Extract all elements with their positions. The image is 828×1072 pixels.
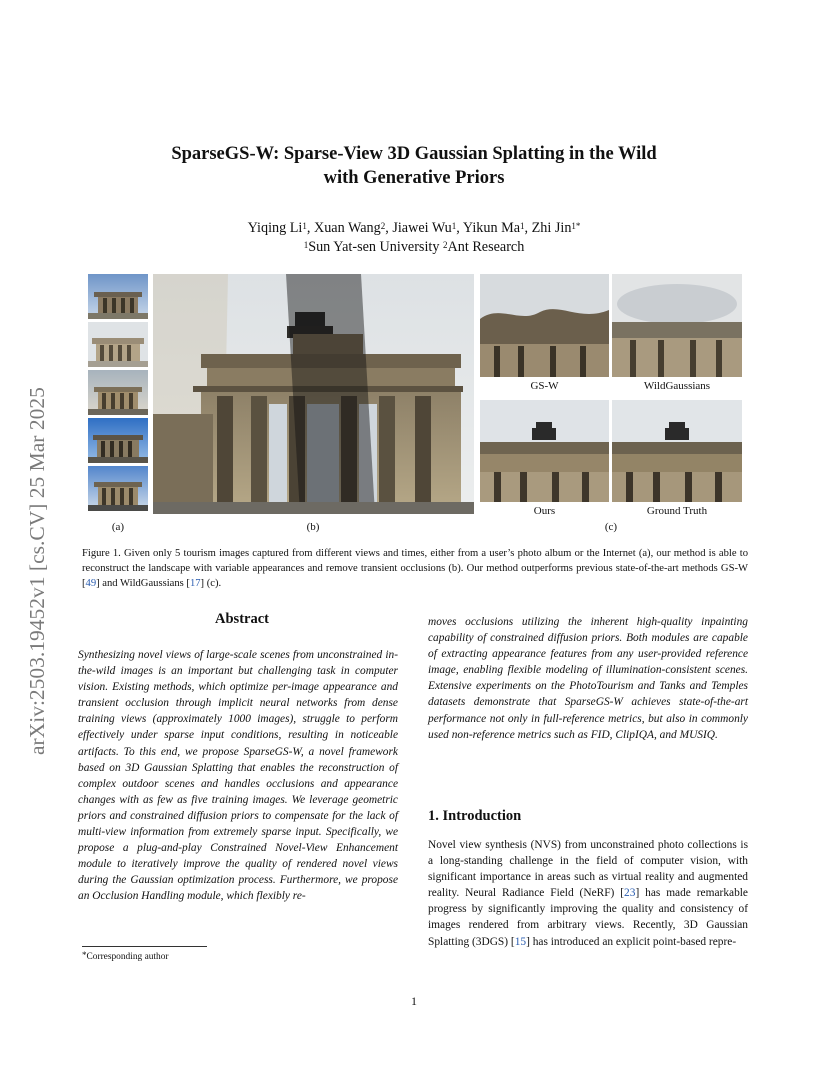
author: Yiqing Li$^1$, xyxy=(247,220,314,236)
section-heading-introduction: 1. Introduction xyxy=(428,808,522,824)
author: Xuan Wang$^2$, xyxy=(313,220,393,236)
subfigure-label-b: (b) xyxy=(306,521,320,533)
citation-link[interactable]: 49 xyxy=(85,578,97,589)
ground-truth-image xyxy=(612,400,742,502)
abstract-text-right: moves occlusions utilizing the inherent high-quality inpainting capability of constrained diffusion priors. Both modules are capable of extracting appearance features from any user-provided reference image, enabling flexible modeling of illumination-consistent scenes. Extensive experiments on the PhotoTourism and Tanks and Temples datasets demonstrate that SparseGS-W achieves state-of-the-art performance not only in full-reference metrics, but also in commonly used non-reference metrics such as FID, ClipIQA, and MUSIQ. xyxy=(428,616,748,741)
input-thumbnail xyxy=(88,418,148,463)
affiliations: $^1$Sun Yat-sen University $^2$Ant Research xyxy=(303,239,525,255)
introduction-text: Novel view synthesis (NVS) from unconstrained photo collections is a long-standing challenge in the field of computer vision, with significant importance in areas such as virtual reality and augmented reality. Neural Radiance Field (NeRF) [23] has made remarkable progress by significantly improving the quality and consistency of images rendered from arbitrary views. Recently, 3D Gaussian Splatting (3DGS) [15] has introduced an explicit point-based repre- xyxy=(428,839,748,948)
footnote-rule xyxy=(82,946,207,947)
subfigure-label-c: (c) xyxy=(604,521,618,533)
figure-caption: Figure 1. Given only 5 tourism images captured from different views and times, either from a user’s photo album or the Internet (a), our method is able to reconstruct the landscape with variable appearances and remove transient occlusions (b). Our method outperforms previous state-of-the-art methods GS-W [49] and WildGaussians [17] (c). xyxy=(82,548,748,589)
citation-link[interactable]: 15 xyxy=(514,935,527,948)
input-thumbnail xyxy=(88,322,148,367)
subfigure-label-a: (a) xyxy=(111,521,125,533)
citation-link[interactable]: 17 xyxy=(189,578,201,589)
ours-render xyxy=(480,400,609,502)
input-thumbnail xyxy=(88,466,148,511)
arxiv-id: arXiv:2503.19452v1 [cs.CV] 25 Mar 2025 xyxy=(25,387,49,755)
author-list xyxy=(90,219,738,238)
label-ours: Ours xyxy=(533,505,556,517)
label-wildgaussians: WildGaussians xyxy=(643,380,711,392)
paper-title xyxy=(90,142,738,190)
title-line-1: SparseGS-W: Sparse-View 3D Gaussian Splatting in the Wild xyxy=(171,144,657,164)
page-number: 1 xyxy=(411,994,417,1008)
citation-link[interactable]: 23 xyxy=(624,887,636,900)
author: Yikun Ma$^1$, xyxy=(462,220,532,236)
abstract-text-left: Synthesizing novel views of large-scale scenes from unconstrained in-the-wild images is an important but challenging task in computer vision. Existing methods, which optimize per-image appearance and transient occlusion through implicit neural networks from dense training views (approximately 1000 images), struggle to perform effectively under sparse input conditions, resulting in noticeable artifacts. To this end, we propose SparseGS-W, a novel framework based on 3D Gaussian Splatting that enables the reconstruction of complex outdoor scenes and handles occlusions and appearance changes with as few as five training images. We leverage geometric priors and constrained diffusion priors to compensate for the lack of multi-view information from extremely sparse input. Specifically, we propose a plug-and-play Constrained Novel-View Enhancement module to iteratively improve the quality of rendered novel views during the Gaussian optimization process. Furthermore, we propose an Occlusion Handling module, which flexibly re- xyxy=(78,649,398,903)
abstract-heading: Abstract xyxy=(215,611,269,627)
input-thumbnail xyxy=(88,370,148,415)
label-ground-truth: Ground Truth xyxy=(646,505,708,517)
footnote: *Corresponding author xyxy=(82,950,169,962)
author: Jiawei Wu$^1$, xyxy=(392,220,463,236)
author: Zhi Jin$^{1*}$ xyxy=(531,220,581,236)
wildgaussians-render xyxy=(612,274,742,377)
affiliation: Ant Research xyxy=(447,239,525,255)
arxiv-stamp xyxy=(22,280,52,760)
input-thumbnail xyxy=(88,274,148,319)
affiliation: Sun Yat-sen University xyxy=(308,239,443,255)
gsw-render xyxy=(480,274,609,377)
title-line-2: with Generative Priors xyxy=(323,168,505,188)
label-gsw: GS-W xyxy=(530,380,559,392)
reconstruction-render xyxy=(153,274,474,514)
